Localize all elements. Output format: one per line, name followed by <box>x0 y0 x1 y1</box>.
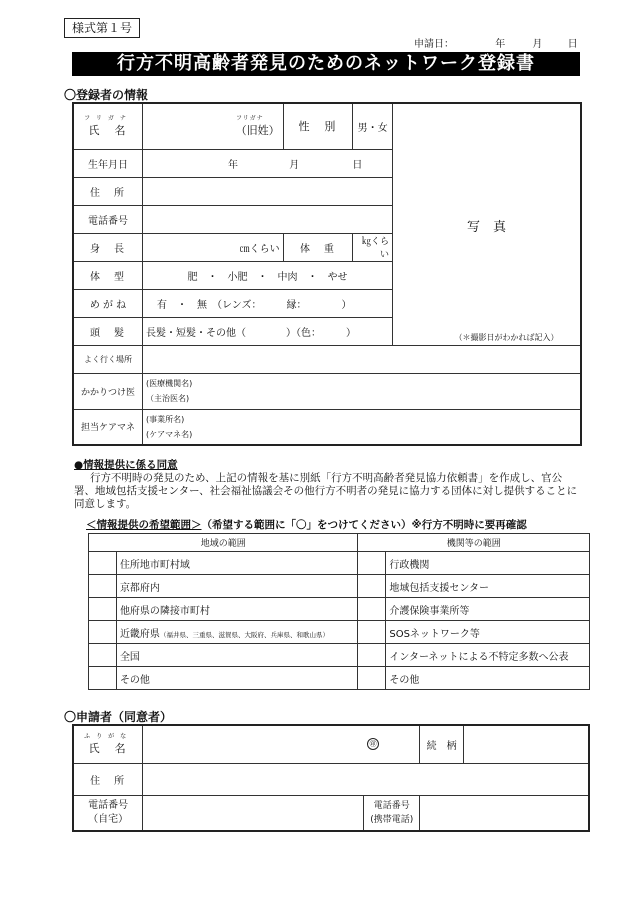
range-title-underlined: ＜情報提供の希望範囲＞ <box>86 519 202 531</box>
name-ruby: フリガナ <box>84 114 132 122</box>
org-label: 行政機関 <box>386 552 590 575</box>
birth-day-label: 日 <box>352 159 363 171</box>
area-label: 京都府内 <box>116 575 357 598</box>
date-year-label: 年 <box>495 39 506 50</box>
range-row <box>89 667 590 690</box>
photo-area[interactable] <box>393 103 581 345</box>
weight-label: 体 重 <box>283 233 353 261</box>
build-label: 体 型 <box>73 261 143 289</box>
applicant-name-label: 氏 名 <box>88 741 128 755</box>
org-label: SOSネットワーク等 <box>386 621 590 644</box>
old-name-label: （旧姓） <box>235 123 280 137</box>
area-check-cell[interactable] <box>89 552 117 575</box>
seal-icon: ㊞ <box>367 738 379 750</box>
relation-label: 続 柄 <box>420 725 464 763</box>
org-check-cell[interactable] <box>358 598 386 621</box>
mobile-phone-field[interactable] <box>420 795 589 831</box>
form-number: 様式第１号 <box>64 18 140 38</box>
registrant-section-title: 〇登録者の情報 <box>64 88 149 102</box>
org-check-cell[interactable] <box>358 575 386 598</box>
applicant-address-field[interactable] <box>143 763 589 795</box>
applicant-table <box>72 724 590 832</box>
address-field[interactable] <box>143 177 393 205</box>
care-office-label: (事業所名) <box>146 414 185 424</box>
hair-options[interactable]: 長髪・短髪・その他（ ）（色： ） <box>143 317 393 345</box>
range-title-rest: （希望する範囲に「〇」をつけてください）※行方不明時に要再確認 <box>201 519 527 531</box>
org-check-cell[interactable] <box>358 644 386 667</box>
applicant-name-ruby: ふりがな <box>84 732 133 740</box>
birth-label: 生年月日 <box>73 149 143 177</box>
sex-field[interactable]: 男・女 <box>353 103 393 149</box>
birth-field[interactable] <box>143 149 393 177</box>
home-phone-label: 電話番号 <box>88 799 129 811</box>
applicant-address-label: 住 所 <box>73 763 143 795</box>
old-name-ruby: フリガナ <box>235 114 264 122</box>
area-label <box>116 621 357 644</box>
doctor-label: かかりつけ医 <box>73 373 143 409</box>
area-label: その他 <box>116 667 357 690</box>
consent-text: 行方不明時の発見のため、上記の情報を基に別紙「行方不明高齢者発見協力依頼書」を作成し、官公署、地域包括支援センター、社会福祉協議会その他行方不明者の発見に協力する団体に対し提供することに同意します。 <box>74 472 578 510</box>
height-label: 身 長 <box>73 233 143 261</box>
area-check-cell[interactable] <box>89 621 117 644</box>
home-phone-field[interactable] <box>143 795 364 831</box>
birth-year-label: 年 <box>228 159 239 171</box>
doctor-institution-label: (医療機関名) <box>146 379 193 388</box>
date-label: 申請日： <box>414 39 454 50</box>
mobile-phone-label-cell <box>364 795 420 831</box>
applicant-name-label-cell <box>73 725 143 763</box>
range-row <box>89 552 590 575</box>
photo-note: （＊撮影日がわかれば記入） <box>454 332 559 342</box>
mobile-phone-label: 電話番号 <box>373 800 410 811</box>
frequent-place-label: よく行く場所 <box>73 345 143 373</box>
range-row <box>89 644 590 667</box>
phone-label: 電話番号 <box>73 205 143 233</box>
org-check-cell[interactable] <box>358 552 386 575</box>
weight-field[interactable]: ㎏くらい <box>353 233 393 261</box>
care-manager-field[interactable] <box>143 409 581 445</box>
form-title: 行方不明高齢者発見のためのネットワーク登録書 <box>72 52 580 76</box>
date-day-label: 日 <box>567 39 578 50</box>
applicant-name-field[interactable] <box>143 725 420 763</box>
frequent-place-field[interactable] <box>143 345 581 373</box>
application-date[interactable] <box>414 38 580 53</box>
org-label: インターネットによる不特定多数へ公表 <box>386 644 590 667</box>
area-label: 全国 <box>116 644 357 667</box>
area-label: 他府県の隣接市町村 <box>116 598 357 621</box>
name-field[interactable] <box>143 103 284 149</box>
phone-field[interactable] <box>143 205 393 233</box>
consent-block <box>74 459 582 511</box>
relation-field[interactable] <box>464 725 589 763</box>
build-options[interactable]: 肥 ・ 小肥 ・ 中肉 ・ やせ <box>143 261 393 289</box>
name-label-cell <box>73 103 143 149</box>
org-check-cell[interactable] <box>358 667 386 690</box>
applicant-section-title: 〇申請者（同意者） <box>64 710 173 724</box>
hair-label: 頭 髪 <box>73 317 143 345</box>
consent-heading: ●情報提供に係る同意 <box>74 459 178 471</box>
org-label: その他 <box>386 667 590 690</box>
range-row <box>89 598 590 621</box>
area-check-cell[interactable] <box>89 598 117 621</box>
org-label: 地域包括支援センター <box>386 575 590 598</box>
doctor-name-label: （主治医名) <box>146 394 190 403</box>
glasses-options[interactable]: 有 ・ 無 （レンズ： 縁： ） <box>143 289 393 317</box>
mobile-phone-sub: (携帯電話) <box>370 814 414 825</box>
home-phone-label-cell <box>73 795 143 831</box>
org-column-header: 機関等の範囲 <box>358 534 590 552</box>
doctor-field[interactable] <box>143 373 581 409</box>
glasses-label: め が ね <box>73 289 143 317</box>
range-row <box>89 621 590 644</box>
birth-month-label: 月 <box>289 159 300 171</box>
care-manager-label: 担当ケアマネ <box>73 409 143 445</box>
sex-label: 性 別 <box>283 103 353 149</box>
date-month-label: 月 <box>532 39 543 50</box>
home-phone-sub: （自宅） <box>88 813 129 825</box>
area-check-cell[interactable] <box>89 667 117 690</box>
range-title <box>86 517 586 532</box>
range-row <box>89 575 590 598</box>
area-label: 住所地市町村域 <box>116 552 357 575</box>
address-label: 住 所 <box>73 177 143 205</box>
kinki-label: 近畿府県 <box>119 628 160 640</box>
registrant-table <box>72 102 582 446</box>
name-label: 氏 名 <box>88 123 128 137</box>
area-column-header: 地域の範囲 <box>89 534 358 552</box>
care-manager-name-label: (ケアマネ名) <box>146 429 193 439</box>
area-check-cell[interactable] <box>89 644 117 667</box>
area-check-cell[interactable] <box>89 575 117 598</box>
range-table <box>88 533 590 690</box>
kinki-note: （福井県、三重県、滋賀県、大阪府、兵庫県、和歌山県） <box>159 630 329 639</box>
photo-label: 写 真 <box>467 220 507 235</box>
org-check-cell[interactable] <box>358 621 386 644</box>
org-label: 介護保険事業所等 <box>386 598 590 621</box>
height-field[interactable]: ㎝くらい <box>143 233 284 261</box>
